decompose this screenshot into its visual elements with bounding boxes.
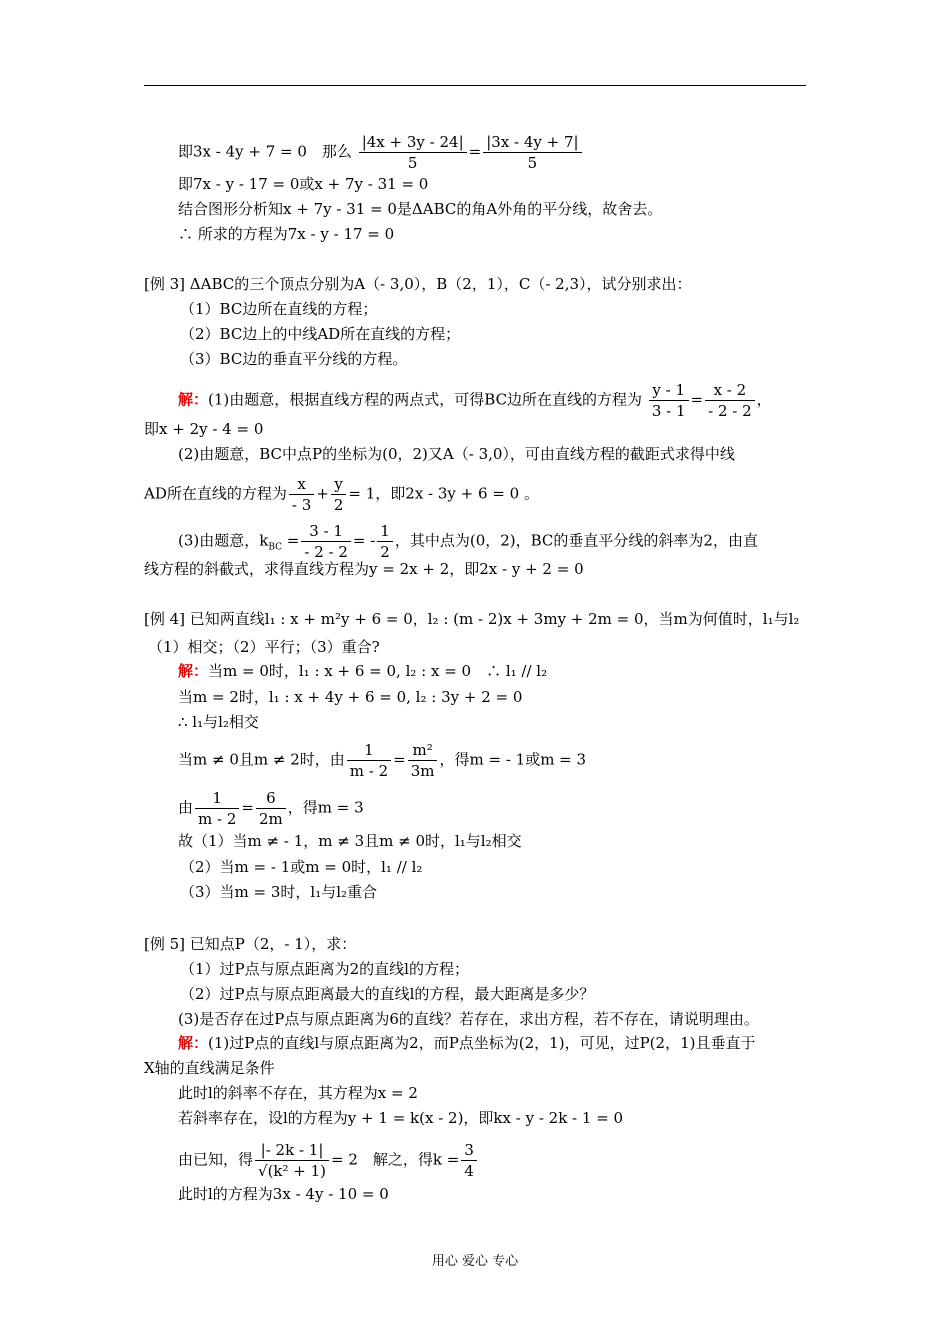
example4-solution-2: 当m = 2时，l₁ : x + 4y + 6 = 0, l₂ : 3y + 2 = 0 [178, 688, 523, 706]
example5-solution-3: 若斜率存在，设l的方程为y + 1 = k(x - 2)，即kx - y - 2k - 1 = 0 [178, 1109, 624, 1127]
example4-solution-4: 当m ≠ 0且m ≠ 2时，由 $\frac{1}{m - 2}$ = $\frac{\text{m²}}{3m}$ ，得m = - 1或m = 3 [178, 741, 587, 780]
example4-solution-5: 由 $\frac{1}{m - 2}$ = $\frac{6}{2m}$ ，得m = 3 [178, 789, 364, 828]
header-rule [144, 85, 806, 86]
example3-solution-1b: 即x + 2y - 4 = 0 [144, 420, 264, 438]
example3-solution-2b: AD所在直线的方程为 $\frac{x}{- 3}$ + $\frac{y}{2}$ = 1，即2x - 3y + 6 = 0 。 [144, 475, 539, 514]
example4-solution-8: （3）当m = 3时，l₁与l₂重合 [180, 883, 378, 901]
fraction: $\frac{1}{m - 2}$ [195, 788, 239, 829]
fraction: $\frac{y - 1}{3 - 1}$ [649, 380, 689, 421]
example4-question: [例 4] 已知两直线l₁ : x + m²y + 6 = 0，l₂ : (m - 2)x + 3my + 2m = 0，当m为何值时，l₁与l₂ [144, 610, 800, 628]
example4-solution-3: ∴ l₁与l₂相交 [178, 713, 259, 731]
example4-solution-7: （2）当m = - 1或m = 0时，l₁ // l₂ [180, 858, 423, 876]
solution-label: 解： [178, 1034, 209, 1052]
ex2-line-1: 即3x - 4y + 7 = 0 那么 $\frac{|4x + 3y - 24|}{5}$ = $\frac{|3x - 4y + 7|}{5}$ [178, 132, 584, 173]
page-footer: 用心 爱心 专心 [431, 1254, 519, 1269]
example3-solution-2: (2)由题意，BC中点P的坐标为(0，2)又A（- 3,0），可由直线方程的截距式求得中线 [178, 445, 735, 463]
example5-solution-2: 此时l的斜率不存在，其方程为x = 2 [178, 1084, 418, 1102]
example5-question: [例 5] 已知点P（2，- 1），求： [144, 935, 357, 953]
fraction: $\frac{|4x + 3y - 24|}{5}$ [359, 132, 467, 173]
example5-part1: （1）过P点与原点距离为2的直线l的方程； [180, 960, 469, 978]
ex2-line-4: ∴ 所求的方程为7x - y - 17 = 0 [178, 225, 395, 243]
ex2-line-2: 即7x - y - 17 = 0或x + 7y - 31 = 0 [178, 175, 429, 193]
fraction: $\frac{3}{4}$ [461, 1140, 477, 1181]
fraction: $\frac{3 - 1}{- 2 - 2}$ [301, 521, 351, 562]
fraction: $\frac{y}{2}$ [331, 474, 347, 515]
example4-question-parts: （1）相交；（2）平行；（3）重合? [148, 638, 380, 656]
example3-solution-3: (3)由题意，$k_{BC}$ = $\frac{3 - 1}{- 2 - 2}$ = - $\frac{1}{2}$ ，其中点为(0，2)，BC的垂直平分线的斜率为2，由直 [178, 522, 758, 561]
fraction: $\frac{1}{m - 2}$ [347, 740, 391, 781]
fraction: $\frac{\text{m²}}{3m}$ [408, 740, 438, 781]
solution-label: 解： [178, 662, 209, 680]
solution-label: 解： [178, 390, 209, 409]
example5-solution-1: 解：(1)过P点的直线l与原点距离为2，而P点坐标为(2，1)，可见，过P(2，1)且垂直于 [178, 1034, 756, 1052]
example4-solution-1: 解：当m = 0时，l₁ : x + 6 = 0, l₂ : x = 0 ∴ l₁ // l₂ [178, 662, 548, 680]
example4-solution-6: 故（1）当m ≠ - 1，m ≠ 3且m ≠ 0时，l₁与l₂相交 [178, 832, 522, 850]
example5-part2: （2）过P点与原点距离最大的直线l的方程，最大距离是多少？ [180, 985, 595, 1003]
fraction: $\frac{x - 2}{- 2 - 2}$ [705, 380, 755, 421]
example3-part1: （1）BC边所在直线的方程； [180, 300, 378, 318]
ex2-line-3: 结合图形分析知x + 7y - 31 = 0是ΔABC的角A外角的平分线，故舍去。 [178, 200, 663, 218]
ex2-line-1-text: 即3x - 4y + 7 = 0 那么 [178, 142, 352, 161]
fraction: $\frac{1}{2}$ [377, 521, 393, 562]
example3-question: [例 3] ΔABC的三个顶点分别为A（- 3,0），B（2，1），C（- 2,3），试分别求出： [144, 275, 692, 293]
fraction: $\frac{|3x - 4y + 7|}{5}$ [483, 132, 581, 173]
fraction: $\frac{x}{- 3}$ [289, 474, 314, 515]
fraction: $\frac{|- 2k - 1|}{\text{√(k² + 1)}}$ [255, 1140, 329, 1181]
example3-solution-1: 解：(1)由题意，根据直线方程的两点式，可得BC边所在直线的方程为 $\frac{y - 1}{3 - 1}$ = $\frac{x - 2}{- 2 - 2}$ ， [178, 381, 772, 420]
example5-solution-4: 由已知，得 $\frac{|- 2k - 1|}{\text{√(k² + 1)}}$ = 2 解之，得k = $\frac{3}{4}$ [178, 1140, 479, 1181]
example3-part3: （3）BC边的垂直平分线的方程。 [180, 350, 408, 368]
fraction: $\frac{6}{2m}$ [256, 788, 286, 829]
example5-solution-5: 此时l的方程为3x - 4y - 10 = 0 [178, 1185, 389, 1203]
example5-solution-1b: X轴的直线满足条件 [144, 1059, 275, 1077]
example5-part3: (3)是否存在过P点与原点距离为6的直线？若存在，求出方程，若不存在，请说明理由。 [178, 1010, 759, 1028]
example3-part2: （2）BC边上的中线AD所在直线的方程； [180, 325, 461, 343]
example3-solution-3b: 线方程的斜截式，求得直线方程为y = 2x + 2，即2x - y + 2 = 0 [144, 560, 584, 578]
